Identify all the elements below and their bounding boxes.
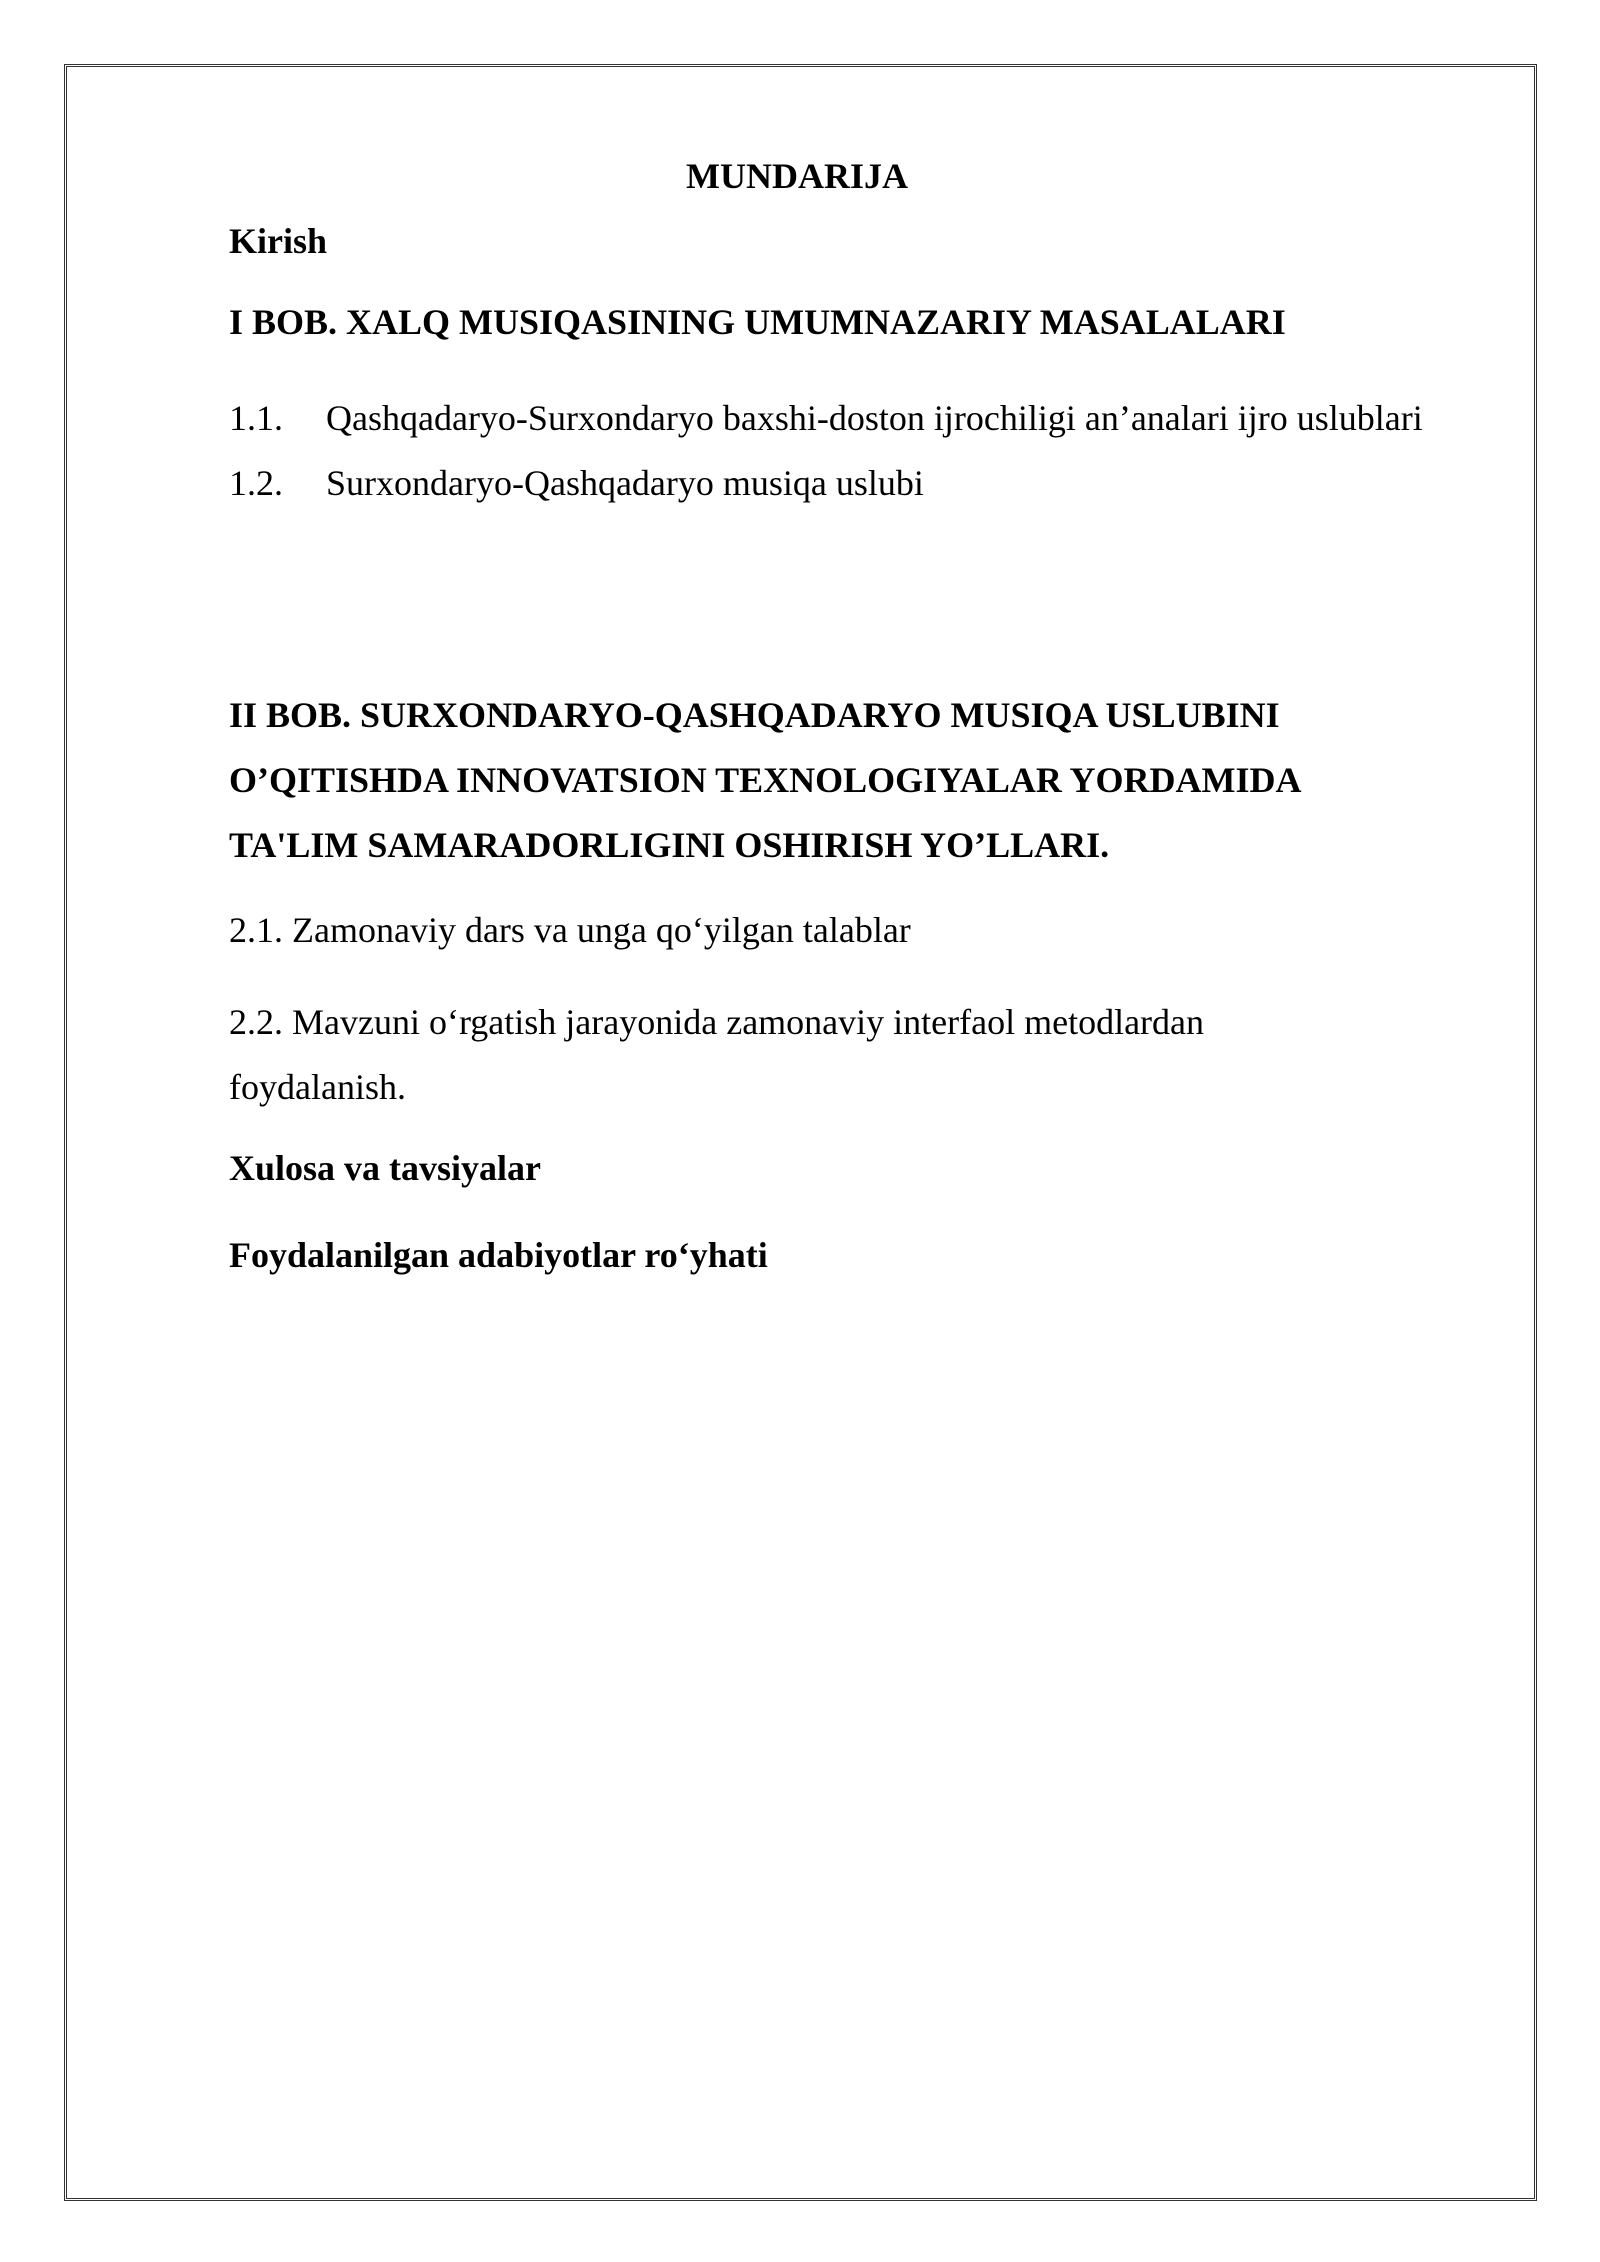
chapter2-heading-line: O’QITISHDA INNOVATSION TEXNOLOGIYALAR YORDAMIDA bbox=[229, 760, 1302, 800]
references-wrap bbox=[229, 1229, 1489, 1281]
chapter1-heading: I BOB. XALQ MUSIQASINING UMUMNAZARIY MASALALARI bbox=[229, 302, 1286, 342]
item-text: Qashqadaryo-Surxondaryo baxshi-doston ijrochiligi an’analari ijro uslublari bbox=[326, 398, 1423, 438]
toc-item-2-2-wrap bbox=[229, 990, 1489, 1120]
toc-item-2-1-wrap bbox=[229, 904, 1489, 956]
intro-heading: Kirish bbox=[229, 221, 328, 261]
chapter1-section bbox=[229, 296, 1489, 348]
chapter2-heading-line: II BOB. SURXONDARYO-QASHQADARYO MUSIQA USLUBINI bbox=[229, 695, 1280, 735]
toc-item-1-2 bbox=[229, 451, 1529, 516]
toc-item-2-2-line: 2.2. Mavzuni o‘rgatish jarayonida zamonaviy interfaol metodlardan bbox=[229, 1002, 1205, 1042]
toc-item-1-1 bbox=[229, 386, 1529, 451]
toc-item-2-1: 2.1. Zamonaviy dars va unga qo‘yilgan talablar bbox=[229, 910, 911, 950]
toc-header bbox=[229, 148, 1489, 204]
chapter2-heading-line: TA'LIM SAMARADORLIGINI OSHIRISH YO’LLARI. bbox=[229, 825, 1110, 865]
item-number: 1.2. bbox=[229, 463, 283, 503]
conclusion-wrap bbox=[229, 1142, 1489, 1194]
toc-item-2-2-line: foydalanish. bbox=[229, 1067, 406, 1107]
page-border bbox=[64, 64, 1537, 2201]
chapter2-heading-block bbox=[229, 683, 1529, 878]
chapter1-items bbox=[229, 386, 1529, 516]
item-number: 1.1. bbox=[229, 398, 283, 438]
item-text: Surxondaryo-Qashqadaryo musiqa uslubi bbox=[326, 463, 924, 503]
references-heading: Foydalanilgan adabiyotlar ro‘yhati bbox=[229, 1235, 768, 1275]
conclusion-heading: Xulosa va tavsiyalar bbox=[229, 1148, 542, 1188]
page-title: MUNDARIJA bbox=[686, 156, 908, 196]
intro-entry bbox=[229, 215, 1489, 267]
